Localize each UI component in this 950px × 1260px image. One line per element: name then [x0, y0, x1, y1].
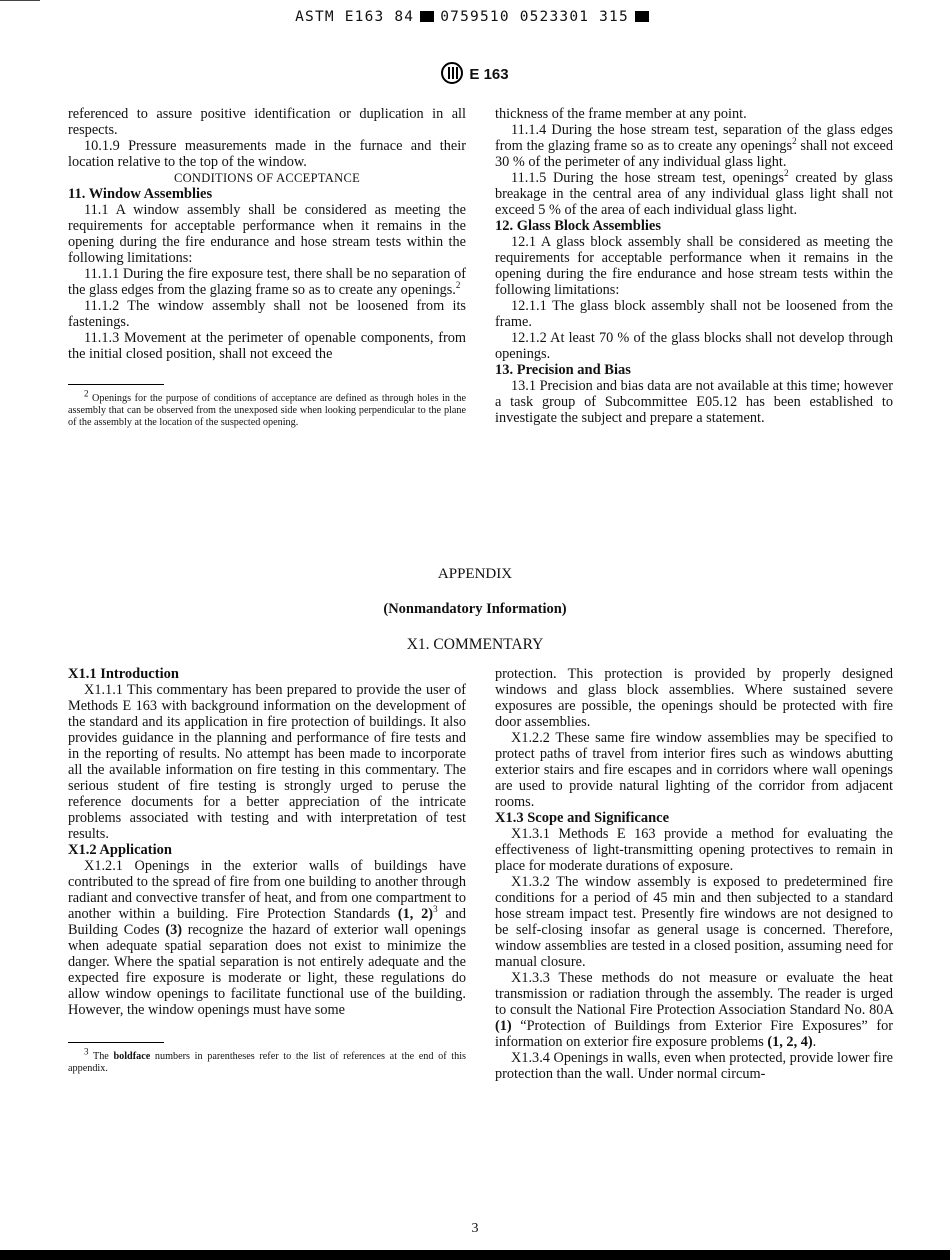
appendix-subtitle: (Nonmandatory Information) [383, 601, 567, 617]
footnote-ref: 2 [784, 168, 789, 179]
section-heading: X1.2 Application [68, 842, 172, 858]
section-heading: X1.3 Scope and Significance [495, 810, 670, 826]
paragraph: 11.1.2 The window assembly shall not be loosened from its fastenings. [68, 298, 466, 330]
paragraph: referenced to assure positive identification or duplication in all respects. [68, 106, 466, 138]
paragraph: X1.2.2 These same fire window assemblies may be specified to protect paths of travel from interior fires such as windows abutting exterior stairs and fire escapes and in corridors where wall openings are used to provide natural lighting of the corridor from adjacent rooms. [495, 730, 893, 810]
astm-logo-icon [441, 62, 463, 84]
paragraph: X1.3.3 These methods do not measure or evaluate the heat transmission or radiation through the assembly. The reader is urged to consult the National Fire Protection Association Standard No. 80A (1) “Protection of Buildings from Exterior Fire Exposures” for information on exterior fire exposure problems (1, 2, 4). [495, 970, 893, 1050]
reference-citation: (3) [165, 922, 182, 938]
footnote-ref: 2 [455, 280, 461, 291]
header-block-mark [635, 11, 649, 22]
standard-number: E 163 [469, 66, 509, 83]
header-code-left: ASTM E163 84 [295, 9, 415, 25]
paragraph: protection. This protection is provided by properly designed windows and glass block assemblies. Where sustained severe exposures are possible, the openings should be protected with fire door assemblies. [495, 666, 893, 730]
reference-citation: (1, 2, 4) [767, 1034, 813, 1050]
paragraph: 12.1.2 At least 70 % of the glass blocks shall not develop through openings. [495, 330, 893, 362]
paragraph: 11.1.4 During the hose stream test, separation of the glass edges from the glazing frame so as to create any openings$^2$ shall not exceed 30 % of the perimeter of any individual glass light. [495, 122, 893, 170]
paragraph: 13.1 Precision and bias data are not available at this time; however a task group of Subcommittee E05.12 has been established to investigate the subject and prepare a statement. [495, 378, 893, 426]
footnote-rule [68, 1042, 164, 1043]
upper-left-column [68, 106, 466, 429]
paragraph: thickness of the frame member at any point. [495, 106, 747, 122]
reference-citation: (1) [495, 1018, 512, 1034]
paragraph: 11.1.5 During the hose stream test, openings$^2$ created by glass breakage in the central area of any individual glass light shall not exceed 5 % of the area of each individual glass light. [495, 168, 893, 218]
paragraph: X1.3.4 Openings in walls, even when protected, provide lower fire protection than the wall. Under normal circum- [495, 1050, 893, 1082]
section-heading: X1.1 Introduction [68, 666, 179, 682]
commentary-title: X1. COMMENTARY [406, 636, 544, 653]
paragraph: 12.1 A glass block assembly shall be considered as meeting the requirements for acceptable performance when it remains in the opening during the fire endurance and hose stream tests within the following limitations: [495, 234, 893, 298]
section-heading: 11. Window Assemblies [68, 186, 213, 202]
paragraph: X1.3.2 The window assembly is exposed to predetermined fire conditions for a period of 45 min and then subjected to a standard hose stream impact test. Presently fire windows are not designed to be self-closing insofar as general usage is concerned. Therefore, window assemblies are tested in a closed position, assuming need for manual closure. [495, 874, 893, 970]
paragraph: 11.1.1 During the fire exposure test, there shall be no separation of the glass edges from the glazing frame so as to create any openings.$^2$ [68, 266, 466, 298]
section-heading: 12. Glass Block Assemblies [495, 218, 661, 234]
paragraph: X1.1.1 This commentary has been prepared to provide the user of Methods E 163 with background information on the development of the standard and its application in fire protection of buildings. It also provides guidance in the planning and performance of fire tests and in the reporting of results. No attempt has been made to incorporate all the available information on fire testing in this commentary. The serious student of fire testing is strongly urged to peruse the reference documents for a better appreciation of the intricate problems associated with testing and with interpretation of test results. [68, 682, 466, 842]
header-code-right: 0759510 0523301 315 [440, 9, 629, 25]
footnote-rule [68, 384, 164, 385]
paragraph: 10.1.9 Pressure measurements made in the furnace and their location relative to the top of the window. [68, 138, 466, 170]
paragraph: X1.3.1 Methods E 163 provide a method for evaluating the effectiveness of light-transmitting opening protectives to remain in place for moderate durations of exposure. [495, 826, 893, 874]
header-block-mark [420, 11, 434, 22]
section-heading: 13. Precision and Bias [495, 362, 631, 378]
upper-right-column [495, 106, 893, 426]
scan-bottom-bar [0, 1250, 950, 1260]
lower-left-column [68, 666, 466, 1075]
scan-edge-line [0, 0, 40, 1]
paragraph: 11.1 A window assembly shall be considered as meeting the requirements for acceptable performance when it remains in the opening during the fire endurance and hose stream tests within the following limitations: [68, 202, 466, 266]
footnote: $^3$ The boldface numbers in parentheses refer to the list of references at the end of this appendix. [68, 1046, 466, 1074]
scan-header-line [0, 9, 950, 25]
standard-designation [0, 62, 950, 84]
footnote-ref: 3 [433, 904, 438, 915]
appendix-title: APPENDIX [437, 566, 513, 582]
paragraph: X1.2.1 Openings in the exterior walls of buildings have contributed to the spread of fire from one building to another through radiant and convective transfer of heat, and from one compartment to another within a building. Fire Protection Standards (1, 2)$^3$ and Building Codes (3) recognize the hazard of exterior wall openings when adequate spatial separation does not exist to minimize the danger. Where the spatial separation is not entirely adequate and the expected fire exposure is moderate or light, these regulations do allow window openings to facilitate functional use of the building. However, the window openings must have some [68, 858, 467, 1018]
paragraph: 12.1.1 The glass block assembly shall not be loosened from the frame. [495, 298, 893, 330]
page-number: 3 [471, 1221, 479, 1236]
paragraph: 11.1.3 Movement at the perimeter of openable components, from the initial closed position, shall not exceed the [68, 330, 466, 362]
section-caption: CONDITIONS OF ACCEPTANCE [173, 171, 361, 185]
lower-right-column [495, 666, 893, 1082]
footnote: $^2$ Openings for the purpose of conditions of acceptance are defined as through holes in the assembly that can be observed from the unexposed side when looking perpendicular to the plane of the assembly at the location of the suspected opening. [68, 388, 466, 428]
footnote-ref: 2 [792, 136, 797, 147]
reference-citation: (1, 2) [397, 906, 434, 922]
